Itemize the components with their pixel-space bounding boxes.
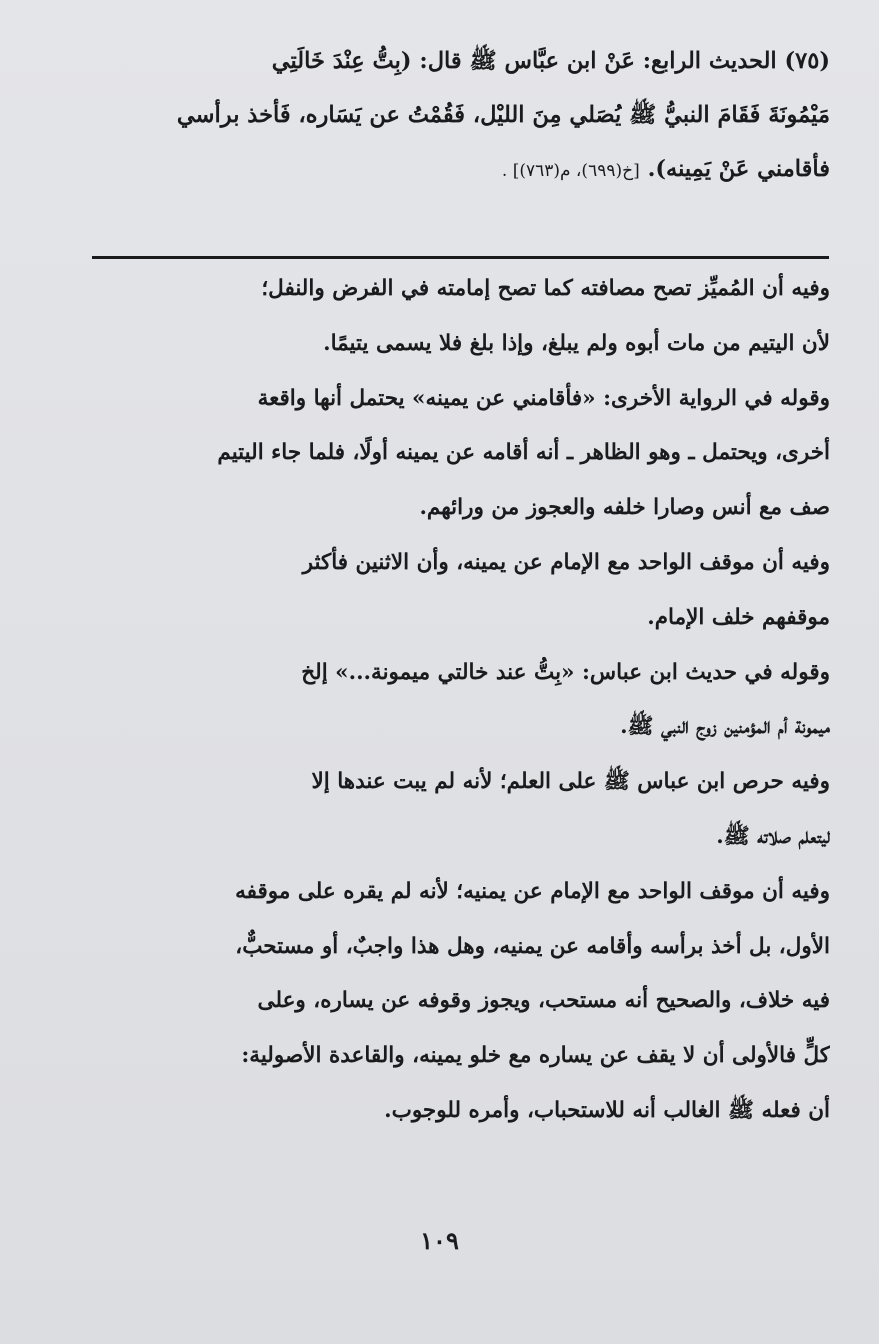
hadith-reference: [خ(٦٩٩)، م(٧٦٣)] . (501, 161, 640, 181)
commentary-line: أن فعله ﷺ الغالب أنه للاستحباب، وأمره للوجوب. (384, 1097, 830, 1123)
commentary-line: كلٍّ فالأولى أن لا يقف عن يساره مع خلو يمينه، والقاعدة الأصولية: (241, 1043, 830, 1069)
commentary-line: الأول، بل أخذ برأسه وأقامه عن يمنيه، وهل هذا واجبٌ، أو مستحبٌّ، (235, 933, 830, 959)
hadith-text (82, 34, 830, 198)
commentary-line: فيه خلاف، والصحيح أنه مستحب، ويجوز وقوفه عن يساره، وعلى (257, 988, 830, 1014)
commentary-line: لأن اليتيم من مات أبوه ولم يبلغ، وإذا بلغ فلا يسمى يتيمًا. (323, 330, 830, 356)
commentary-line: أخرى، ويحتمل ـ وهو الظاهر ـ أنه أقامه عن يمينه أولًا، فلما جاء اليتيم (217, 440, 830, 466)
hadith-line: مَيْمُونَةَ فَقَامَ النبيُّ ﷺ يُصَلي مِنَ الليْل، فَقُمْتُ عن يَسَاره، فَأخذ برأسي (176, 102, 830, 128)
commentary-line: ليتعلم صلاته ﷺ. (716, 823, 830, 849)
commentary-line: موقفهم خلف الإمام. (647, 604, 830, 630)
commentary-line: وفيه أن المُميِّز تصح مصافته كما تصح إمامته في الفرض والنفل؛ (261, 276, 830, 301)
commentary-line: وفيه أن موقف الواحد مع الإمام عن يمنيه؛ لأنه لم يقره على موقفه (235, 878, 830, 904)
commentary-line: وفيه حرص ابن عباس ﷺ على العلم؛ لأنه لم يبت عندها إلا (311, 769, 830, 795)
hadith-line: (٧٥) الحديث الرابع: عَنْ ابن عبَّاس ﷺ قال: (بِتُّ عِنْدَ خَالَتِي (271, 48, 830, 74)
separator-rule (92, 256, 829, 259)
commentary-text (82, 262, 830, 1139)
commentary-line: صف مع أنس وصارا خلفه والعجوز من ورائهم. (419, 495, 830, 521)
hadith-line-text: فأقامني عَنْ يَمِينه). (647, 156, 830, 182)
commentary-line: وقوله في الرواية الأخرى: «فأقامني عن يمينه» يحتمل أنها واقعة (257, 385, 830, 411)
page-number: ١٠٩ (420, 1226, 459, 1255)
commentary-line: ميمونة أم المؤمنين زوج النبي ﷺ. (620, 714, 830, 740)
commentary-line: وفيه أن موقف الواحد مع الإمام عن يمينه، وأن الاثنين فأكثر (302, 549, 830, 575)
hadith-line (82, 142, 830, 198)
commentary-line: وقوله في حديث ابن عباس: «بِتُّ عند خالتي ميمونة...» إلخ (301, 659, 830, 685)
